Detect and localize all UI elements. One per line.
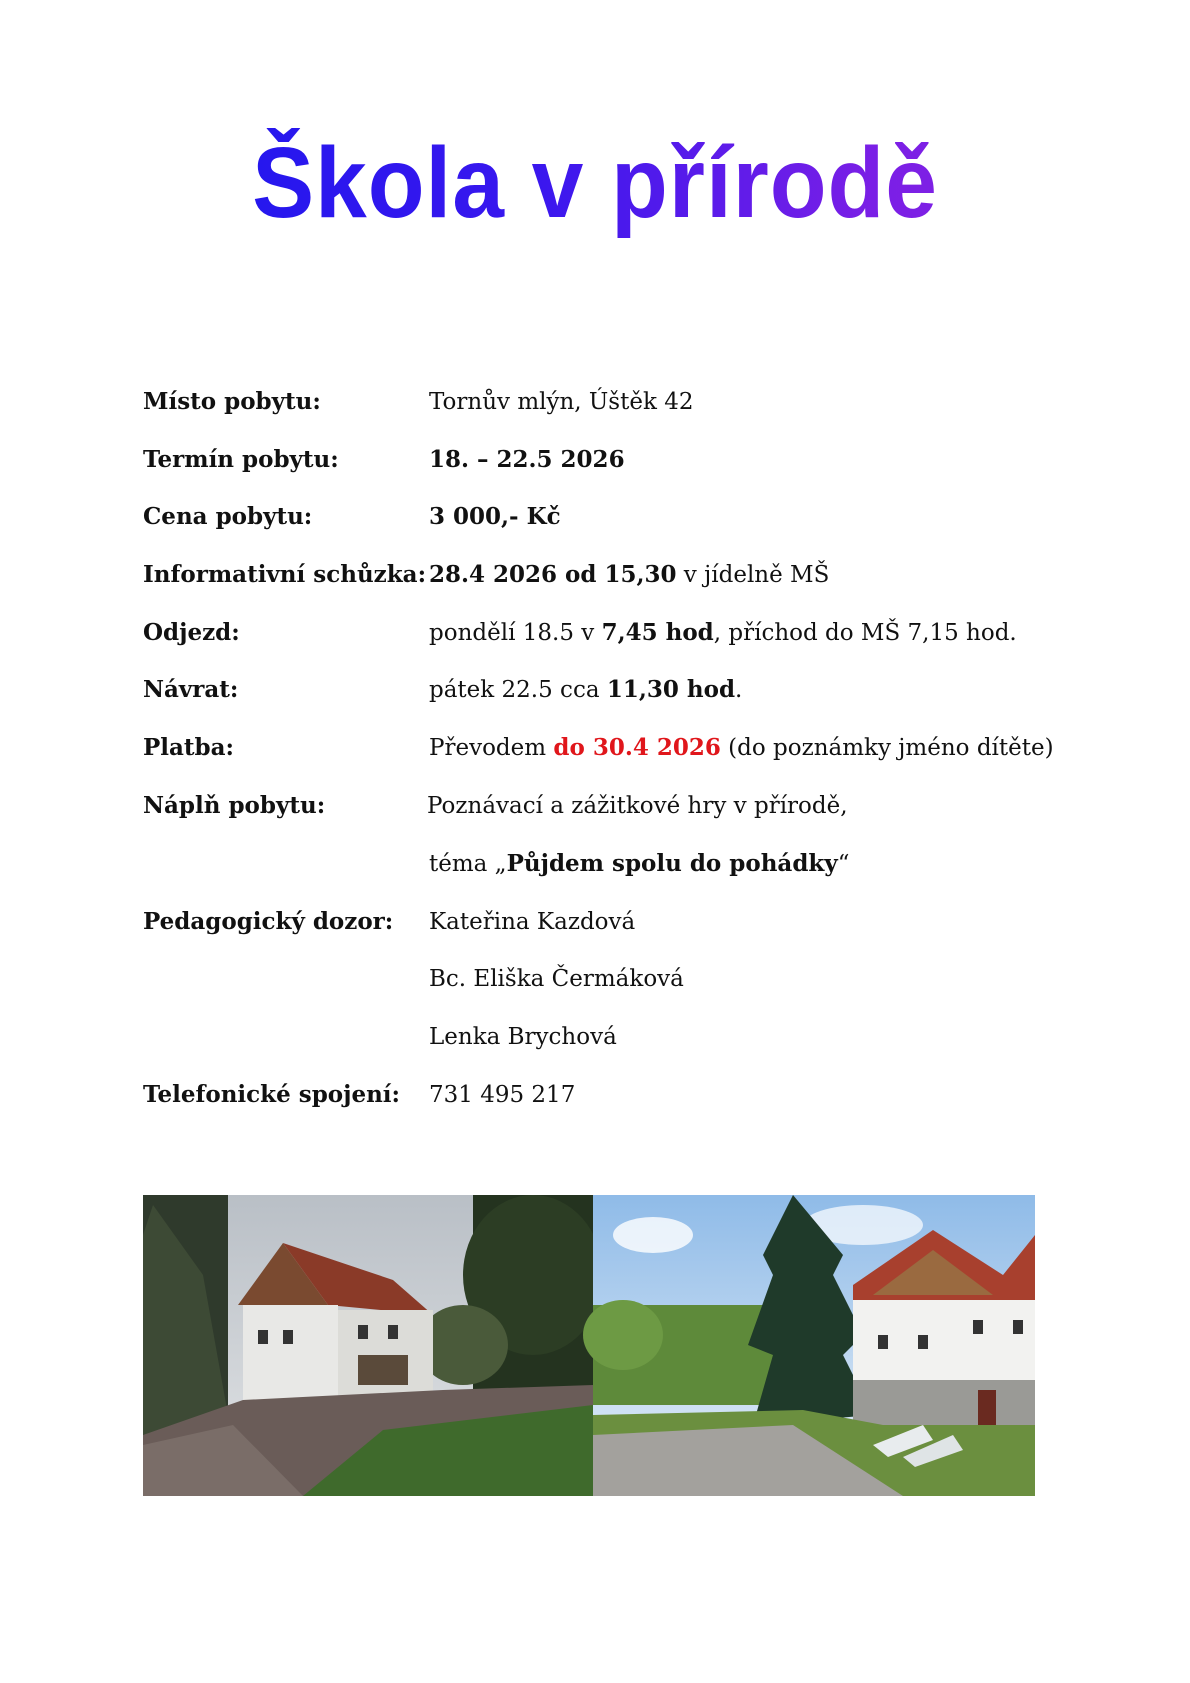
value-cena: 3 000,- Kč (429, 503, 561, 530)
value-napln-line1: Poznávací a zážitkové hry v přírodě, (427, 793, 848, 819)
platba-method: Převodem (429, 735, 554, 761)
theme-pre: téma „ (429, 851, 507, 877)
value-telefon: 731 495 217 (429, 1082, 576, 1108)
photo-left (143, 1195, 603, 1496)
label-napln: Náplň pobytu: (143, 792, 326, 819)
platba-deadline: do 30.4 2026 (553, 734, 721, 761)
odjezd-day: pondělí 18.5 v (429, 620, 602, 646)
label-termin: Termín pobytu: (143, 446, 339, 473)
value-napln-line2 (429, 844, 849, 884)
navrat-time: 11,30 hod (606, 676, 736, 703)
theme-title: Půjdem spolu do pohádky (506, 850, 838, 877)
value-platba (429, 728, 1054, 768)
photo-right (583, 1195, 1035, 1496)
label-navrat: Návrat: (143, 676, 239, 703)
label-platba: Platba: (143, 734, 235, 761)
value-misto: Tornův mlýn, Úštěk 42 (429, 389, 694, 415)
label-odjezd: Odjezd: (143, 619, 240, 646)
value-termin: 18. – 22.5 2026 (429, 446, 625, 473)
odjezd-time: 7,45 hod (601, 619, 714, 646)
house-photos (143, 1195, 1035, 1496)
theme-post: “ (837, 851, 850, 877)
value-dozor-2: Bc. Eliška Čermáková (429, 966, 684, 992)
label-dozor: Pedagogický dozor: (143, 908, 394, 935)
page-title: Škola v přírodě (42, 128, 1149, 238)
schuzka-datetime: 28.4 2026 od 15,30 (429, 561, 677, 588)
navrat-end: . (735, 677, 743, 703)
schuzka-place: v jídelně MŠ (676, 562, 830, 588)
value-dozor-3: Lenka Brychová (429, 1024, 617, 1050)
photos (143, 1195, 1035, 1496)
navrat-day: pátek 22.5 cca (429, 677, 607, 703)
odjezd-arrival: , příchod do MŠ 7,15 hod. (713, 620, 1017, 646)
value-schuzka (429, 555, 829, 595)
label-cena: Cena pobytu: (143, 503, 313, 530)
value-odjezd (429, 613, 1017, 653)
value-dozor-1: Kateřina Kazdová (429, 909, 636, 935)
label-telefon: Telefonické spojení: (143, 1081, 401, 1108)
label-misto: Místo pobytu: (143, 388, 321, 415)
platba-note: (do poznámky jméno dítěte) (720, 735, 1054, 761)
label-schuzka: Informativní schůzka: (143, 561, 427, 588)
value-navrat (429, 670, 742, 710)
